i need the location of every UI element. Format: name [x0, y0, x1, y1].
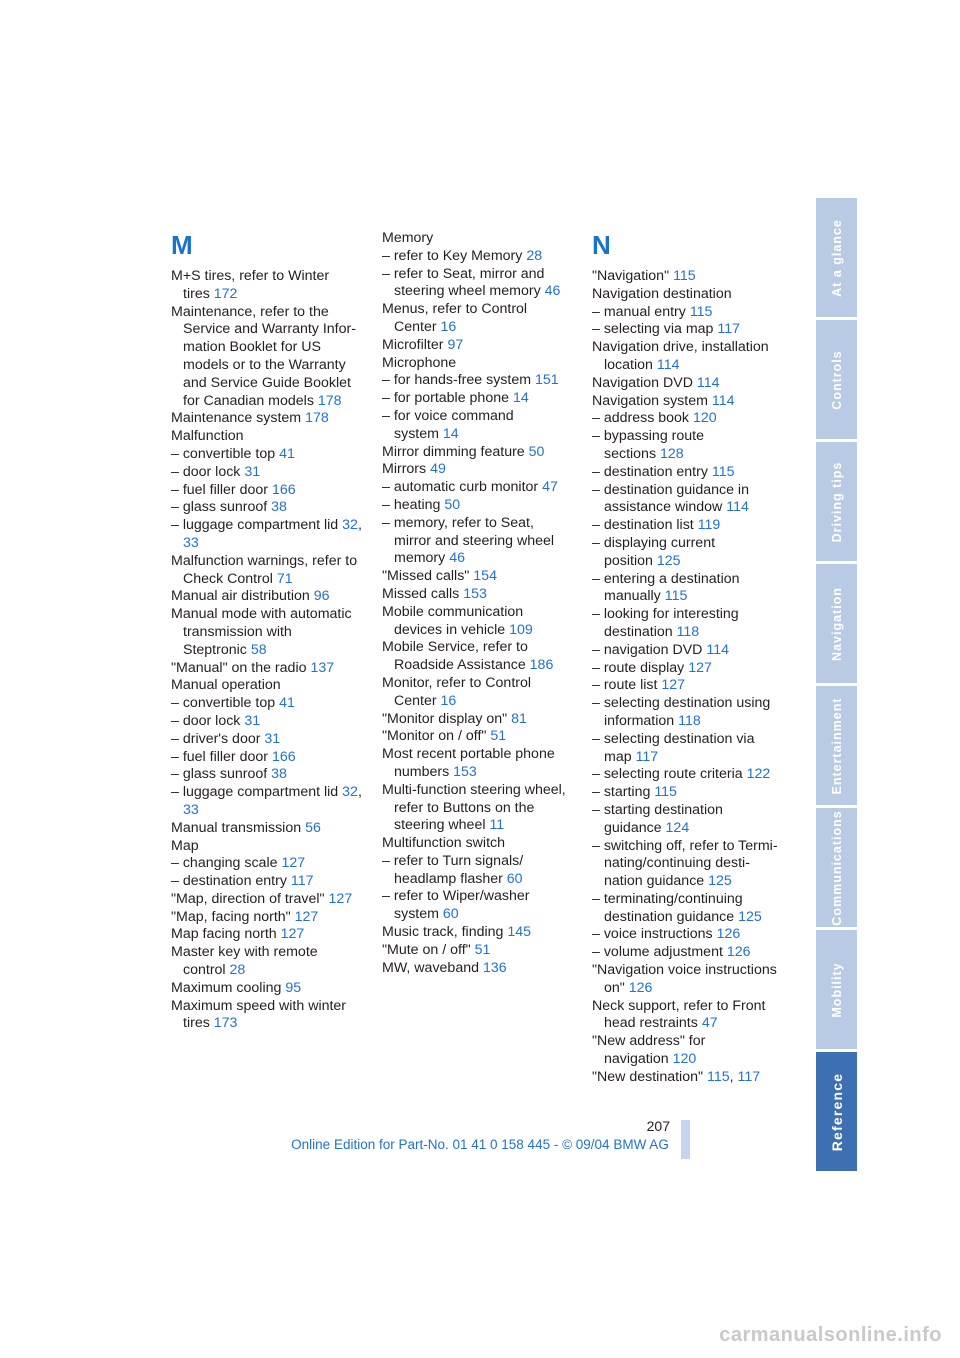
- index-entry: [382, 301, 574, 337]
- page-link[interactable]: 56: [305, 819, 321, 836]
- page-link[interactable]: 31: [244, 463, 261, 480]
- index-entry: [592, 286, 784, 304]
- page-link[interactable]: 95: [285, 979, 302, 996]
- tab-at-a-glance[interactable]: [816, 198, 857, 317]
- index-entry-text: Maintenance, refer to the Service and Warranty Infor- mation Booklet for US models or to the Warranty and Service Guide Booklet for Canadian models: [171, 303, 356, 409]
- index-entry-text: – destination guidance in assistance window: [592, 481, 749, 516]
- index-entry: – luggage compartment lid 32, 33: [171, 517, 362, 551]
- index-entry-text: – destination list: [592, 517, 694, 534]
- page-link[interactable]: 96: [313, 588, 330, 605]
- tab-navigation[interactable]: [816, 564, 857, 683]
- index-entry-text: "Map, facing north": [171, 908, 291, 925]
- page-link[interactable]: 145: [507, 924, 532, 941]
- index-entry-text: Maximum cooling: [171, 979, 282, 996]
- index-entry: [592, 606, 784, 642]
- index-entry-text: – switching off, refer to Termi- nating/continuing desti- nation guidance: [592, 837, 778, 890]
- index-entry-text: – refer to Wiper/washer system: [382, 888, 530, 923]
- page-link[interactable]: 126: [726, 944, 751, 961]
- page-link[interactable]: 14: [512, 390, 529, 407]
- page-link[interactable]: 120: [672, 1051, 697, 1068]
- index-entry: [592, 784, 784, 802]
- page-link[interactable]: 33: [183, 801, 199, 818]
- index-entry: [382, 728, 574, 746]
- index-entry-text: Map facing north: [171, 926, 277, 943]
- tab-mobility[interactable]: [816, 930, 857, 1049]
- page-link[interactable]: 117: [635, 748, 659, 765]
- index-entry: [171, 731, 363, 749]
- index-entry: [382, 746, 574, 782]
- index-entry-text: – address book: [592, 410, 690, 427]
- index-entry-text: – terminating/continuing destination guidance: [592, 890, 743, 925]
- watermark: carmanualsonline.info: [719, 1324, 942, 1346]
- index-entry-text: – selecting via map: [592, 321, 714, 338]
- index-entry-text: Mirror dimming feature: [382, 443, 525, 460]
- section-letter: N: [592, 230, 611, 260]
- page-link[interactable]: 16: [440, 692, 457, 709]
- index-entry: [171, 588, 363, 606]
- index-entry: [171, 553, 363, 589]
- page-link[interactable]: 122: [746, 766, 771, 783]
- index-entry: [592, 410, 784, 428]
- index-entry: [592, 944, 784, 962]
- index-entry-text: – fuel filler door: [171, 748, 268, 765]
- index-entry: [382, 266, 574, 302]
- index-entry-text: – route list: [592, 677, 658, 694]
- page-link[interactable]: 136: [482, 959, 507, 976]
- index-entry-text: – bypassing route sections: [592, 428, 704, 462]
- tab-reference[interactable]: [816, 1052, 857, 1171]
- index-entry-text: – manual entry: [592, 303, 686, 320]
- index-entry: [171, 873, 363, 891]
- page-link[interactable]: 151: [534, 372, 559, 389]
- index-entry-text: – destination entry: [171, 873, 287, 890]
- index-entry: [382, 835, 574, 853]
- index-entry: [171, 606, 363, 659]
- index-entry: [592, 695, 784, 731]
- page-link[interactable]: 117: [290, 873, 314, 890]
- index-entry: [382, 497, 574, 515]
- page-link[interactable]: 46: [449, 550, 465, 567]
- section-letter: M: [171, 230, 193, 260]
- page-link[interactable]: 172: [213, 285, 238, 302]
- index-entry-text: – driver's door: [171, 730, 261, 747]
- index-entry: [382, 355, 574, 373]
- index-entry-text: Neck support, refer to Front head restraints: [592, 997, 766, 1032]
- index-entry: [171, 428, 363, 446]
- index-entry-text: Monitor, refer to Control Center: [382, 674, 532, 709]
- page-link[interactable]: 97: [447, 336, 464, 353]
- index-entry: "New destination" 115, 117: [592, 1068, 761, 1085]
- index-entry-text: "Mute on / off": [382, 941, 471, 958]
- index-entry-text: – memory, refer to Seat, mirror and steering wheel memory: [382, 514, 555, 567]
- tab-label: At a glance: [829, 218, 844, 297]
- index-entry: [171, 660, 363, 678]
- index-entry-text: – volume adjustment: [592, 944, 723, 961]
- index-entry: [592, 482, 784, 518]
- page-link[interactable]: 125: [656, 552, 681, 569]
- index-entry: [592, 731, 784, 767]
- index-entry: [592, 677, 784, 695]
- index-entry: [382, 853, 574, 889]
- index-entry: [592, 766, 784, 784]
- index-entry: [171, 891, 363, 909]
- index-entry: [382, 444, 574, 462]
- index-entry-text: – convertible top: [171, 445, 276, 462]
- page-link[interactable]: 118: [676, 623, 700, 640]
- index-entry-text: – glass sunroof: [171, 766, 268, 783]
- page-link[interactable]: 124: [665, 819, 690, 836]
- index-entry: [592, 517, 784, 535]
- index-entry-text: – voice instructions: [592, 926, 713, 943]
- index-entry-text: Manual mode with automatic transmission with Steptronic: [171, 606, 352, 658]
- index-entry-text: Manual air distribution: [171, 588, 310, 605]
- index-entry: [382, 924, 574, 942]
- index-entry: – luggage compartment lid 32, 33: [171, 784, 362, 818]
- index-entry-text: – looking for interesting destination: [592, 606, 739, 640]
- page-link[interactable]: 125: [738, 908, 762, 925]
- page-link[interactable]: 32: [342, 517, 358, 534]
- index-entry: [592, 393, 784, 411]
- page-link[interactable]: 127: [281, 855, 306, 872]
- index-entry-text: Map: [171, 837, 199, 854]
- page-link[interactable]: 178: [317, 392, 342, 409]
- index-entry-text: "Navigation voice instructions on": [592, 962, 777, 996]
- index-entry-text: – glass sunroof: [171, 499, 268, 516]
- index-entry-text: – destination entry: [592, 463, 708, 480]
- index-entry-text: – luggage compartment lid: [171, 784, 339, 801]
- tab-communications[interactable]: [816, 808, 857, 927]
- index-entry: [382, 604, 574, 640]
- page-link[interactable]: 119: [697, 517, 721, 534]
- index-entry: [171, 695, 363, 713]
- index-entry-text: Multifunction switch: [382, 835, 506, 852]
- page-link[interactable]: 115: [706, 1068, 730, 1085]
- footer-edition-note: Online Edition for Part-No. 01 41 0 158 445 - © 09/04 BMW AG: [291, 1137, 669, 1152]
- index-entry: [382, 372, 574, 390]
- index-entry: [382, 515, 574, 568]
- index-entry-text: – selecting route criteria: [592, 766, 743, 783]
- index-entry-text: – refer to Seat, mirror and steering wheel memory: [382, 265, 545, 300]
- page-link[interactable]: 114: [696, 374, 720, 391]
- index-entry-text: "Navigation": [592, 268, 670, 284]
- index-entry-text: Navigation system: [592, 392, 708, 409]
- index-entry: [171, 410, 363, 428]
- index-entry: [592, 891, 784, 927]
- page-link[interactable]: 178: [305, 410, 329, 427]
- page-link[interactable]: 115: [689, 303, 713, 320]
- page-link[interactable]: 128: [660, 445, 684, 462]
- page-link[interactable]: 137: [310, 659, 335, 676]
- index-entry-text: Mobile communication devices in vehicle: [382, 603, 524, 638]
- index-entry: [592, 428, 784, 464]
- index-entry-text: "Monitor on / off": [382, 728, 487, 745]
- page-link[interactable]: 117: [717, 321, 741, 338]
- index-entry: [382, 408, 574, 444]
- index-entry: [171, 713, 363, 731]
- index-entry: [592, 926, 784, 944]
- index-entry-text: – selecting destination via map: [592, 730, 755, 765]
- page-link[interactable]: 31: [264, 730, 281, 747]
- index-entry: [592, 321, 784, 339]
- index-entry: [592, 375, 784, 393]
- index-entry: [171, 998, 363, 1034]
- tab-controls[interactable]: [816, 320, 857, 439]
- page-link[interactable]: 14: [442, 425, 459, 442]
- page-link[interactable]: 115: [654, 784, 677, 801]
- index-entry-text: Music track, finding: [382, 924, 504, 941]
- page-link[interactable]: 126: [716, 926, 741, 943]
- index-entry: [382, 248, 574, 266]
- index-entry-text: Mirrors: [382, 461, 427, 478]
- index-entry: [171, 766, 363, 784]
- section-tab-bar: [816, 198, 857, 1174]
- index-entry-text: "New address" for navigation: [592, 1033, 706, 1068]
- index-entry: [382, 568, 574, 586]
- page-link[interactable]: 11: [489, 817, 505, 834]
- page-link[interactable]: 127: [280, 926, 305, 943]
- page-link[interactable]: 126: [628, 979, 653, 996]
- page-link[interactable]: 47: [542, 479, 558, 496]
- index-entry-text: – navigation DVD: [592, 641, 703, 658]
- page-link[interactable]: 153: [453, 763, 477, 780]
- page-link[interactable]: 154: [473, 568, 497, 585]
- tab-label: Reference: [828, 1072, 845, 1151]
- index-entry-text: – starting: [592, 784, 651, 801]
- index-entry: [592, 642, 784, 660]
- index-entry: [382, 230, 574, 248]
- page-link[interactable]: 41: [279, 445, 295, 462]
- index-entry: [171, 909, 363, 927]
- index-entry-text: Microphone: [382, 354, 457, 371]
- index-entry-text: Maintenance system: [171, 410, 302, 427]
- index-entry-text: Navigation drive, installation location: [592, 339, 769, 373]
- index-entry-text: MW, waveband: [382, 959, 479, 976]
- index-entry-text: – luggage compartment lid: [171, 517, 339, 534]
- index-entry-text: – fuel filler door: [171, 481, 268, 498]
- tab-label: Driving tips: [829, 461, 844, 542]
- page-link[interactable]: 166: [271, 748, 296, 765]
- index-entry: [171, 464, 363, 482]
- index-entry-text: Malfunction warnings, refer to Check Control: [171, 552, 358, 587]
- index-entry-text: "Missed calls": [382, 568, 470, 585]
- index-entry-text: – convertible top: [171, 695, 276, 712]
- index-entry-text: Manual operation: [171, 677, 281, 694]
- page-link[interactable]: 125: [708, 873, 732, 890]
- index-entry: [592, 962, 784, 998]
- index-entry-text: – for portable phone: [382, 390, 509, 407]
- page-link[interactable]: 50: [528, 443, 545, 460]
- page-link[interactable]: 50: [444, 496, 461, 513]
- index-entry-text: Microfilter: [382, 336, 444, 353]
- page-link[interactable]: 49: [430, 461, 446, 478]
- index-column-1: [171, 230, 363, 1033]
- index-entry-text: "New destination": [592, 1068, 704, 1085]
- index-entry: [171, 749, 363, 767]
- index-entry: [382, 782, 574, 835]
- index-entry: [382, 888, 574, 924]
- index-entry: [171, 446, 363, 464]
- index-entry-text: – changing scale: [171, 855, 278, 872]
- page-link[interactable]: 114: [726, 499, 749, 516]
- tab-label: Controls: [829, 349, 844, 410]
- index-entry: [592, 802, 784, 838]
- index-entry-text: – door lock: [171, 463, 241, 480]
- page-link[interactable]: 60: [506, 870, 523, 887]
- index-entry-text: – heating: [382, 496, 441, 513]
- index-entry: [382, 479, 574, 497]
- index-entry-text: Malfunction: [171, 428, 244, 445]
- index-entry-text: – for hands-free system: [382, 372, 532, 389]
- page-link[interactable]: 28: [526, 247, 543, 264]
- page-link[interactable]: 115: [673, 268, 696, 284]
- index-entry-text: M+S tires, refer to Winter tires: [171, 268, 330, 302]
- index-entry: [382, 337, 574, 355]
- index-entry: [171, 944, 363, 980]
- page-link[interactable]: 166: [271, 481, 296, 498]
- index-entry: [382, 711, 574, 729]
- index-entry-text: "Monitor display on": [382, 710, 508, 727]
- page-link[interactable]: 33: [183, 534, 199, 551]
- page-link[interactable]: 115: [664, 588, 688, 605]
- index-entry-text: Navigation DVD: [592, 374, 693, 391]
- index-column-2: [382, 230, 574, 977]
- index-entry-text: Maximum speed with winter tires: [171, 997, 347, 1032]
- page-link[interactable]: 47: [701, 1015, 718, 1032]
- page-link[interactable]: 60: [442, 906, 459, 923]
- page-link[interactable]: 109: [509, 621, 533, 638]
- index-column-3: [592, 230, 784, 1087]
- index-entry: [171, 980, 363, 998]
- tab-label: Navigation: [829, 586, 844, 661]
- page-link[interactable]: 114: [711, 392, 735, 409]
- index-entry-text: Most recent portable phone numbers: [382, 746, 555, 780]
- tab-label: Entertainment: [829, 696, 844, 795]
- index-entry-text: Manual transmission: [171, 819, 302, 836]
- index-entry: [171, 820, 363, 838]
- page-link[interactable]: 38: [271, 766, 287, 783]
- page-link[interactable]: 31: [244, 712, 261, 729]
- page-link[interactable]: 117: [737, 1068, 761, 1085]
- page-link[interactable]: 16: [440, 318, 457, 335]
- index-entry: [592, 339, 784, 375]
- index-entry: [592, 464, 784, 482]
- index-entry-text: – refer to Key Memory: [382, 247, 523, 264]
- page-link[interactable]: 114: [706, 641, 729, 658]
- page-link[interactable]: 51: [474, 941, 491, 958]
- index-entry-text: – for voice command system: [382, 407, 514, 442]
- page-link[interactable]: 71: [276, 570, 293, 587]
- tab-entertainment[interactable]: [816, 686, 857, 805]
- index-entry: [171, 268, 363, 304]
- index-entry-text: – automatic curb monitor: [382, 479, 539, 496]
- index-entry: [171, 855, 363, 873]
- tab-label: Communications: [829, 809, 844, 926]
- index-entry: [171, 482, 363, 500]
- index-entry-text: – refer to Turn signals/ headlamp flasher: [382, 852, 524, 887]
- tab-label: Mobility: [829, 961, 844, 1018]
- page-link[interactable]: 153: [463, 585, 487, 602]
- index-entry-text: – route display: [592, 659, 685, 676]
- page-link[interactable]: 127: [688, 659, 712, 676]
- page-link[interactable]: 127: [328, 890, 353, 907]
- index-entry: [382, 960, 574, 978]
- index-entry-text: "Manual" on the radio: [171, 659, 307, 676]
- page-link[interactable]: 120: [692, 410, 717, 427]
- index-entry: [592, 535, 784, 571]
- index-entry: [592, 998, 784, 1034]
- index-entry: [382, 675, 574, 711]
- index-entry-text: "Map, direction of travel": [171, 890, 325, 907]
- page-link[interactable]: 186: [529, 657, 554, 674]
- page-link[interactable]: 58: [250, 641, 267, 658]
- index-entry-text: – starting destination guidance: [592, 801, 723, 836]
- index-entry: [592, 571, 784, 607]
- index-entry: [382, 461, 574, 479]
- page-link[interactable]: 46: [544, 283, 561, 300]
- page-link[interactable]: 115: [711, 463, 735, 480]
- index-entry: [171, 677, 363, 695]
- index-entry: [382, 586, 574, 604]
- page-link[interactable]: 127: [294, 908, 319, 925]
- index-entry-text: – displaying current position: [592, 534, 716, 569]
- index-entry: [592, 304, 784, 322]
- index-entry: [171, 926, 363, 944]
- index-entry: [592, 660, 784, 678]
- index-entry: [592, 838, 784, 891]
- page-link[interactable]: 81: [511, 710, 527, 727]
- page-link[interactable]: 114: [656, 356, 680, 373]
- index-entry-text: – entering a destination manually: [592, 570, 740, 605]
- page-link[interactable]: 118: [678, 712, 701, 729]
- page-link[interactable]: 127: [661, 677, 686, 694]
- index-entry-text: Master key with remote control: [171, 944, 318, 979]
- index-entry-text: Navigation destination: [592, 285, 732, 302]
- page-link[interactable]: 51: [490, 728, 507, 745]
- index-entry-text: Memory: [382, 230, 434, 246]
- index-entry: [382, 942, 574, 960]
- page-link[interactable]: 28: [229, 962, 246, 979]
- index-entry: [171, 838, 363, 856]
- index-entry: [592, 1033, 784, 1069]
- index-entry: [382, 639, 574, 675]
- index-entry: [382, 390, 574, 408]
- page-number: 207: [646, 1118, 670, 1134]
- index-entry-text: Multi-function steering wheel, refer to Buttons on the steering wheel: [382, 781, 566, 834]
- index-entry-text: Missed calls: [382, 585, 460, 602]
- index-entry: [171, 499, 363, 517]
- index-entry: [592, 268, 784, 286]
- index-entry: [171, 304, 363, 411]
- index-entry-text: Mobile Service, refer to Roadside Assistance: [382, 639, 528, 674]
- index-entry-text: – selecting destination using information: [592, 695, 771, 729]
- page-link[interactable]: 41: [279, 695, 295, 712]
- tab-driving-tips[interactable]: [816, 442, 857, 561]
- page-link[interactable]: 32: [342, 784, 358, 801]
- index-entry-text: – door lock: [171, 712, 241, 729]
- index-entry-text: Menus, refer to Control Center: [382, 301, 528, 335]
- page-link[interactable]: 38: [271, 499, 287, 516]
- page-link[interactable]: 173: [213, 1015, 238, 1032]
